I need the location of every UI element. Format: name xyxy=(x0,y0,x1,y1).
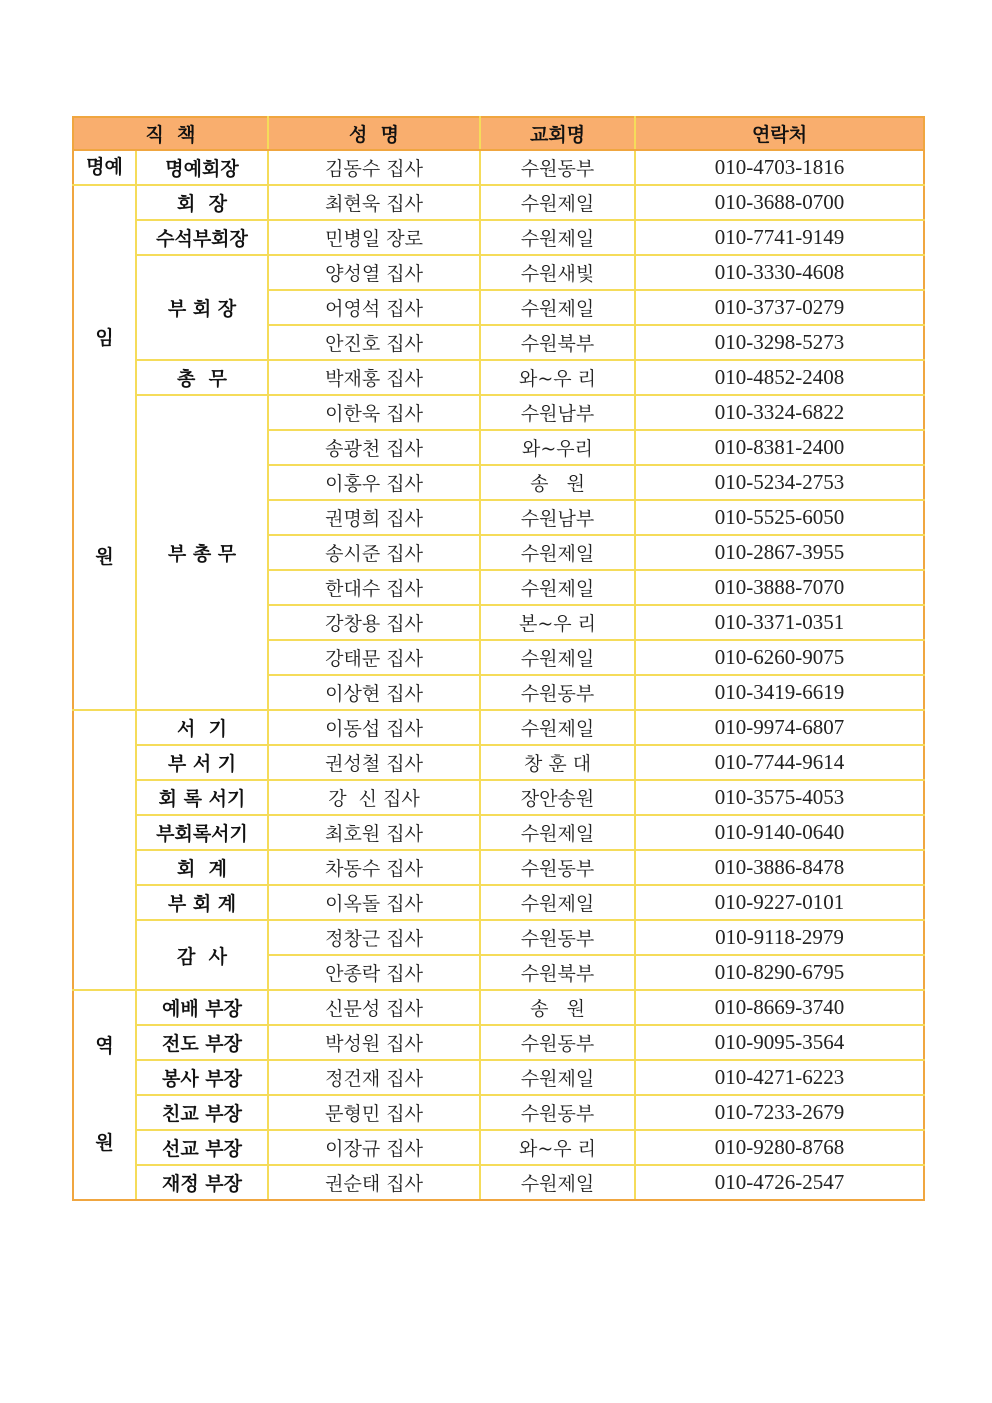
role-mission-head: 선교 부장 xyxy=(136,1130,268,1165)
table-row xyxy=(73,1060,924,1095)
table-row xyxy=(73,150,924,185)
member-phone: 010-8290-6795 xyxy=(635,955,924,990)
member-church: 수원제일 xyxy=(480,535,635,570)
member-name: 권성철 집사 xyxy=(268,745,480,780)
table-row xyxy=(73,815,924,850)
member-name: 이한욱 집사 xyxy=(268,395,480,430)
member-phone: 010-8669-3740 xyxy=(635,990,924,1025)
member-church: 송 원 xyxy=(480,465,635,500)
table-row xyxy=(73,255,924,290)
member-phone: 010-7233-2679 xyxy=(635,1095,924,1130)
member-church: 수원북부 xyxy=(480,325,635,360)
member-church: 수원제일 xyxy=(480,885,635,920)
member-church: 창 훈 대 xyxy=(480,745,635,780)
role-evangelism-head: 전도 부장 xyxy=(136,1025,268,1060)
member-church: 수원동부 xyxy=(480,150,635,185)
group-blank xyxy=(73,710,136,990)
member-name: 강태문 집사 xyxy=(268,640,480,675)
member-name: 박성원 집사 xyxy=(268,1025,480,1060)
member-name: 김동수 집사 xyxy=(268,150,480,185)
role-senior-vp: 수석부회장 xyxy=(136,220,268,255)
member-phone: 010-3688-0700 xyxy=(635,185,924,220)
member-phone: 010-5525-6050 xyxy=(635,500,924,535)
table-row xyxy=(73,920,924,955)
member-name: 최현욱 집사 xyxy=(268,185,480,220)
member-church: 수원북부 xyxy=(480,955,635,990)
member-phone: 010-3298-5273 xyxy=(635,325,924,360)
group-officers-bottom: 원 xyxy=(95,545,114,568)
role-treasurer: 회 계 xyxy=(136,850,268,885)
role-vice-treasurer: 부 회 계 xyxy=(136,885,268,920)
member-phone: 010-3371-0351 xyxy=(635,605,924,640)
group-staff-bottom: 원 xyxy=(95,1132,114,1154)
member-phone: 010-4852-2408 xyxy=(635,360,924,395)
table-row xyxy=(73,990,924,1025)
group-officers-top: 임 xyxy=(95,326,114,349)
member-church: 수원제일 xyxy=(480,1165,635,1200)
table-row xyxy=(73,185,924,220)
member-name: 어영석 집사 xyxy=(268,290,480,325)
member-phone: 010-3886-8478 xyxy=(635,850,924,885)
member-name: 박재홍 집사 xyxy=(268,360,480,395)
header-position: 직 책 xyxy=(73,117,268,150)
member-phone: 010-3419-6619 xyxy=(635,675,924,710)
group-honorary: 명예 xyxy=(73,150,136,185)
member-church: 와~우 리 xyxy=(480,360,635,395)
member-phone: 010-9280-8768 xyxy=(635,1130,924,1165)
member-phone: 010-4703-1816 xyxy=(635,150,924,185)
member-name: 강 신 집사 xyxy=(268,780,480,815)
member-church: 수원제일 xyxy=(480,1060,635,1095)
member-name: 송광천 집사 xyxy=(268,430,480,465)
member-phone: 010-7744-9614 xyxy=(635,745,924,780)
role-vice-secretary: 부 서 기 xyxy=(136,745,268,780)
role-fellowship-head: 친교 부장 xyxy=(136,1095,268,1130)
member-name: 민병일 장로 xyxy=(268,220,480,255)
member-name: 안진호 집사 xyxy=(268,325,480,360)
member-name: 이동섭 집사 xyxy=(268,710,480,745)
member-name: 송시준 집사 xyxy=(268,535,480,570)
member-phone: 010-3324-6822 xyxy=(635,395,924,430)
member-name: 이홍우 집사 xyxy=(268,465,480,500)
member-church: 수원남부 xyxy=(480,395,635,430)
member-name: 문형민 집사 xyxy=(268,1095,480,1130)
header-contact: 연락처 xyxy=(635,117,924,150)
member-church: 수원제일 xyxy=(480,815,635,850)
member-church: 수원동부 xyxy=(480,920,635,955)
table-row xyxy=(73,745,924,780)
member-phone: 010-3330-4608 xyxy=(635,255,924,290)
member-name: 안종락 집사 xyxy=(268,955,480,990)
member-church: 본~우 리 xyxy=(480,605,635,640)
role-honorary-president: 명예회장 xyxy=(136,150,268,185)
header-name: 성 명 xyxy=(268,117,480,150)
table-row xyxy=(73,780,924,815)
member-name: 양성열 집사 xyxy=(268,255,480,290)
member-name: 이장규 집사 xyxy=(268,1130,480,1165)
member-name: 신문성 집사 xyxy=(268,990,480,1025)
member-name: 권순태 집사 xyxy=(268,1165,480,1200)
member-name: 한대수 집사 xyxy=(268,570,480,605)
member-church: 수원동부 xyxy=(480,1025,635,1060)
member-church: 와~우 리 xyxy=(480,1130,635,1165)
role-general-affairs: 총 무 xyxy=(136,360,268,395)
member-phone: 010-6260-9075 xyxy=(635,640,924,675)
member-phone: 010-9974-6807 xyxy=(635,710,924,745)
member-name: 정건재 집사 xyxy=(268,1060,480,1095)
member-church: 수원남부 xyxy=(480,500,635,535)
role-service-head: 봉사 부장 xyxy=(136,1060,268,1095)
header-church: 교회명 xyxy=(480,117,635,150)
member-church: 와~우리 xyxy=(480,430,635,465)
member-church: 수원제일 xyxy=(480,710,635,745)
member-name: 최호원 집사 xyxy=(268,815,480,850)
member-name: 이옥돌 집사 xyxy=(268,885,480,920)
header-row xyxy=(73,117,924,150)
member-church: 수원새빛 xyxy=(480,255,635,290)
member-phone: 010-4271-6223 xyxy=(635,1060,924,1095)
role-president: 회 장 xyxy=(136,185,268,220)
role-secretary: 서 기 xyxy=(136,710,268,745)
table-row xyxy=(73,1025,924,1060)
member-name: 정창근 집사 xyxy=(268,920,480,955)
table-row xyxy=(73,220,924,255)
roster-table xyxy=(72,116,925,1201)
table-row xyxy=(73,850,924,885)
member-phone: 010-9227-0101 xyxy=(635,885,924,920)
member-church: 수원제일 xyxy=(480,185,635,220)
role-vp: 부 회 장 xyxy=(136,255,268,360)
table-row xyxy=(73,1130,924,1165)
role-vice-recording-secretary: 부회록서기 xyxy=(136,815,268,850)
table-row xyxy=(73,1165,924,1200)
table-row xyxy=(73,395,924,430)
member-church: 수원제일 xyxy=(480,290,635,325)
table-row xyxy=(73,360,924,395)
member-church: 수원제일 xyxy=(480,570,635,605)
member-phone: 010-5234-2753 xyxy=(635,465,924,500)
member-church: 수원동부 xyxy=(480,850,635,885)
member-church: 수원제일 xyxy=(480,220,635,255)
member-church: 수원동부 xyxy=(480,675,635,710)
member-church: 송 원 xyxy=(480,990,635,1025)
member-phone: 010-8381-2400 xyxy=(635,430,924,465)
member-name: 이상현 집사 xyxy=(268,675,480,710)
table-row xyxy=(73,710,924,745)
group-officers xyxy=(73,185,136,710)
table-row xyxy=(73,1095,924,1130)
member-name: 권명희 집사 xyxy=(268,500,480,535)
member-phone: 010-4726-2547 xyxy=(635,1165,924,1200)
role-vice-general-affairs: 부 총 무 xyxy=(136,395,268,710)
member-phone: 010-3888-7070 xyxy=(635,570,924,605)
member-name: 차동수 집사 xyxy=(268,850,480,885)
member-church: 수원제일 xyxy=(480,640,635,675)
member-phone: 010-7741-9149 xyxy=(635,220,924,255)
member-phone: 010-9140-0640 xyxy=(635,815,924,850)
member-phone: 010-3737-0279 xyxy=(635,290,924,325)
group-staff-top: 역 xyxy=(95,1035,114,1057)
role-auditor: 감 사 xyxy=(136,920,268,990)
member-phone: 010-3575-4053 xyxy=(635,780,924,815)
member-phone: 010-9095-3564 xyxy=(635,1025,924,1060)
role-worship-head: 예배 부장 xyxy=(136,990,268,1025)
member-phone: 010-2867-3955 xyxy=(635,535,924,570)
member-church: 수원동부 xyxy=(480,1095,635,1130)
member-phone: 010-9118-2979 xyxy=(635,920,924,955)
table-row xyxy=(73,885,924,920)
member-name: 강창용 집사 xyxy=(268,605,480,640)
member-church: 장안송원 xyxy=(480,780,635,815)
role-finance-head: 재정 부장 xyxy=(136,1165,268,1200)
group-staff xyxy=(73,990,136,1200)
role-recording-secretary: 회 록 서기 xyxy=(136,780,268,815)
